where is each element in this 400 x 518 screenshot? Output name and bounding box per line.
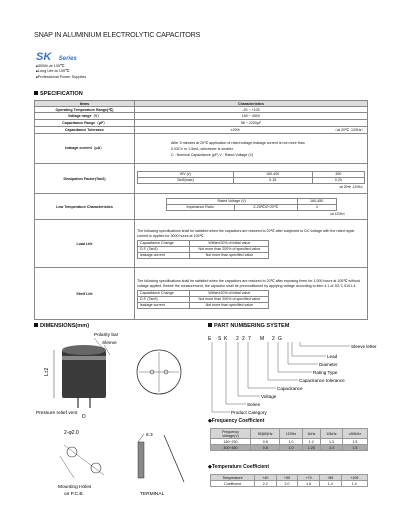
- spec-item: Operating Temperature Range(℃): [35, 107, 135, 113]
- terminal-label: TERMINAL: [140, 492, 165, 497]
- feature-item: ■ 3000h at 105℃: [36, 64, 86, 69]
- feature-item: ■ Professional Power Supplies: [36, 75, 86, 80]
- spec-value: WV (v) 160-400 450 Tanδ(max) 0.15 0.20 （at 20℃ ,120Hz）: [135, 164, 368, 194]
- spec-item: Capacitance Tolerance: [35, 127, 135, 134]
- code-part: 7: [248, 336, 251, 342]
- code-part: 2: [236, 336, 239, 342]
- freq-heading: ◆Frequency Coefficient: [208, 418, 265, 424]
- series-code: SK: [36, 51, 52, 63]
- pns-label: Diameter: [319, 362, 338, 367]
- hole-dim-label: 2-φ2.0: [64, 430, 79, 436]
- temp-table: Temperature +40 +55 +70 +85 +105 Coefficient 2.2 2.0 1.8 1.4 1.0: [210, 474, 368, 487]
- sleeve-label: Sleeve: [102, 341, 117, 346]
- spec-value: 160 ~ 450V: [135, 113, 368, 120]
- pns-label: Capacitance tolerance: [299, 378, 345, 383]
- terminal-pin: [138, 442, 144, 478]
- temp-heading: ◆Temperature Coefficient: [208, 464, 270, 470]
- code-part: E: [208, 336, 212, 342]
- pns-label: Series: [247, 402, 261, 407]
- spec-value: The following specifications shall be satisfied when the capacitors are restored to 20℃ after exposing them for 1,000 hours at 105℃ without voltage applied. Before the measurement, the capacitor shall be preconditioned by applying voltage according to item 4.1 of JIS C 5101-4. Capacitance Change Within±20% of initial value D.F. (Tanδ) Not more than 200% of specified value leakage current Not more than specified value: [135, 268, 368, 320]
- spec-value: Rated Voltage (V) 160-450 Impedance Ratio Z-25℃/Z+20℃ 4 （at 120Hz）: [135, 194, 368, 220]
- code-part: K: [224, 336, 228, 342]
- series-word: Series: [58, 56, 77, 62]
- polarity-label: Polarity bar: [94, 333, 119, 338]
- spec-value: After 5 minutes at 20℃ application of rated voltage,leakage current is not more than 0.03CV or 1.5mA, whichever is smaller C : Nominal Capacitance (μF) V : Rated Voltage (V): [135, 134, 368, 164]
- diameter-label: D: [82, 414, 86, 420]
- pin-label: 6.3: [146, 433, 153, 438]
- pns-label: Sleeve letter: [351, 344, 377, 349]
- code-part: M: [260, 336, 265, 342]
- dimensions-heading: DIMENSIONS(mm): [34, 323, 89, 329]
- part-numbering-diagram: [208, 332, 377, 422]
- polarity-bar: [62, 356, 106, 360]
- col-char: Characteristics: [135, 101, 368, 107]
- pns-label: Product Category: [231, 410, 267, 415]
- pns-label: Rating Type: [313, 370, 338, 375]
- code-part: 2: [242, 336, 245, 342]
- code-part: S: [218, 336, 222, 342]
- pns-heading: PART NUMBERING SYSTEM: [208, 323, 289, 329]
- code-part: G: [278, 336, 282, 342]
- feature-list: [36, 64, 86, 80]
- spec-value: The following specifications shall be satisfied when the capacitors are restored to 20℃ after subjected to DC voltage with the rated ripple current is applied for 3000 hours at 105℃. Capacitance Change Within±20% of initial value D.F. (Tanδ) Not more than 200% of specified value leakage current Not more than specified value: [135, 220, 368, 268]
- capacitor-top: [62, 345, 106, 355]
- mounting-label: Mounting Holes: [58, 485, 92, 490]
- spec-item: Dissipation Factor(Tanδ): [35, 164, 135, 194]
- spec-item: Shelf Life: [35, 268, 135, 320]
- spec-item: Voltage range（V）: [35, 113, 135, 120]
- spec-value: 56 ~ 2200μF: [135, 120, 368, 127]
- spec-value: ±20% （at 20℃ ,120Hz）: [135, 127, 368, 134]
- feature-item: ■ Long Life at 105℃: [36, 69, 86, 74]
- length-label: L±2: [44, 367, 50, 376]
- pressure-label: Pressure relief vent: [36, 411, 78, 416]
- series-title: [36, 47, 77, 65]
- spec-item: Capacitance Range（μF）: [35, 120, 135, 127]
- pns-label: Capacitance: [277, 386, 303, 391]
- doc-title: SNAP IN ALUMINIUM ELECTROLYTIC CAPACITORS: [34, 30, 201, 39]
- spec-item: leakage current（μA）: [35, 134, 135, 164]
- freq-table: Frequency Voltage(V) 50(60)Hz 120Hz 1kHz 10kHz ≥50kHz 160~250 0.8 1.0 1.2 1.3 1.5 400~450 0.8 1.0 1.25 1.4 1.5: [210, 428, 368, 451]
- pns-label: Voltage: [261, 394, 277, 399]
- spec-value: -25 ~ +105: [135, 107, 368, 113]
- dimension-drawing: [34, 330, 194, 500]
- code-part: 2: [272, 336, 275, 342]
- pns-label: Lead: [327, 354, 338, 359]
- spec-heading: SPECIFICATION: [34, 91, 83, 97]
- col-items: Items: [35, 101, 135, 107]
- spec-item: Load Life: [35, 220, 135, 268]
- spec-table: [34, 100, 368, 320]
- pcb-label: on P.C.B.: [64, 492, 84, 497]
- spec-item: Low Temperature Characteristics: [35, 194, 135, 220]
